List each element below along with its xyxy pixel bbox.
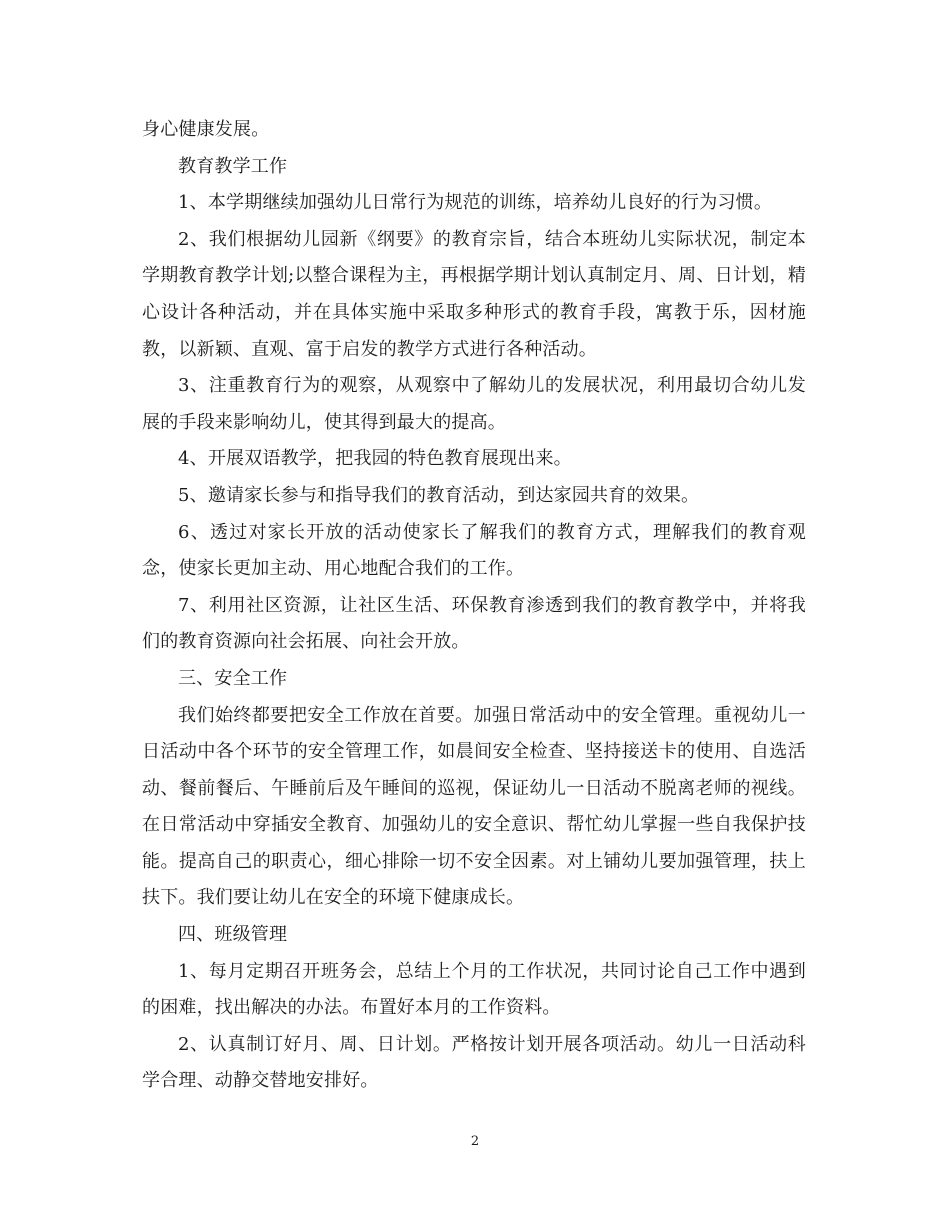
section-heading-safety: 三、安全工作 [178,667,288,689]
paragraph-education-item-7: 7、利用社区资源，让社区生活、环保教育渗透到我们的教育教学中，并将我们的教育资源向社会拓展、向社会开放。 [142,594,806,653]
paragraph-education-item-5: 5、邀请家长参与和指导我们的教育活动，到达家园共育的效果。 [178,484,700,506]
paragraph-education-item-4: 4、开展双语教学，把我园的特色教育展现出来。 [178,448,572,470]
paragraph-class-item-2: 2、认真制订好月、周、日计划。严格按计划开展各项活动。幼儿一日活动科学合理、动静交替地安排好。 [142,1033,806,1092]
paragraph-education-item-2: 2、我们根据幼儿园新《纲要》的教育宗旨，结合本班幼儿实际状况，制定本学期教育教学计划;以整合课程为主，再根据学期计划认真制定月、周、日计划，精心设计各种活动，并在具体实施中采取多种形式的教育手段，寓教于乐，因材施教，以新颖、直观、富于启发的教学方式进行各种活动。 [142,228,806,360]
paragraph-education-item-6: 6、透过对家长开放的活动使家长了解我们的教育方式，理解我们的教育观念，使家长更加主动、用心地配合我们的工作。 [142,521,806,580]
page-number: 2 [470,1134,480,1149]
section-heading-class-management: 四、班级管理 [178,924,288,946]
paragraph-class-item-1: 1、每月定期召开班务会，总结上个月的工作状况，共同讨论自己工作中遇到的困难，找出解决的办法。布置好本月的工作资料。 [142,960,806,1019]
paragraph-education-item-1: 1、本学期继续加强幼儿日常行为规范的训练，培养幼儿良好的行为习惯。 [178,192,773,214]
paragraph-safety: 我们始终都要把安全工作放在首要。加强日常活动中的安全管理。重视幼儿一日活动中各个环节的安全管理工作，如晨间安全检查、坚持接送卡的使用、自选活动、餐前餐后、午睡前后及午睡间的巡视，保证幼儿一日活动不脱离老师的视线。在日常活动中穿插安全教育、加强幼儿的安全意识、帮忙幼儿掌握一些自我保护技能。提高自己的职责心，细心排除一切不安全因素。对上铺幼儿要加强管理，扶上扶下。我们要让幼儿在安全的环境下健康成长。 [142,704,806,909]
paragraph-education-item-3: 3、注重教育行为的观察，从观察中了解幼儿的发展状况，利用最切合幼儿发展的手段来影响幼儿，使其得到最大的提高。 [142,375,806,433]
document-body [142,112,806,1100]
section-heading-education: 教育教学工作 [178,155,288,177]
paragraph-continuation: 身心健康发展。 [142,119,270,140]
